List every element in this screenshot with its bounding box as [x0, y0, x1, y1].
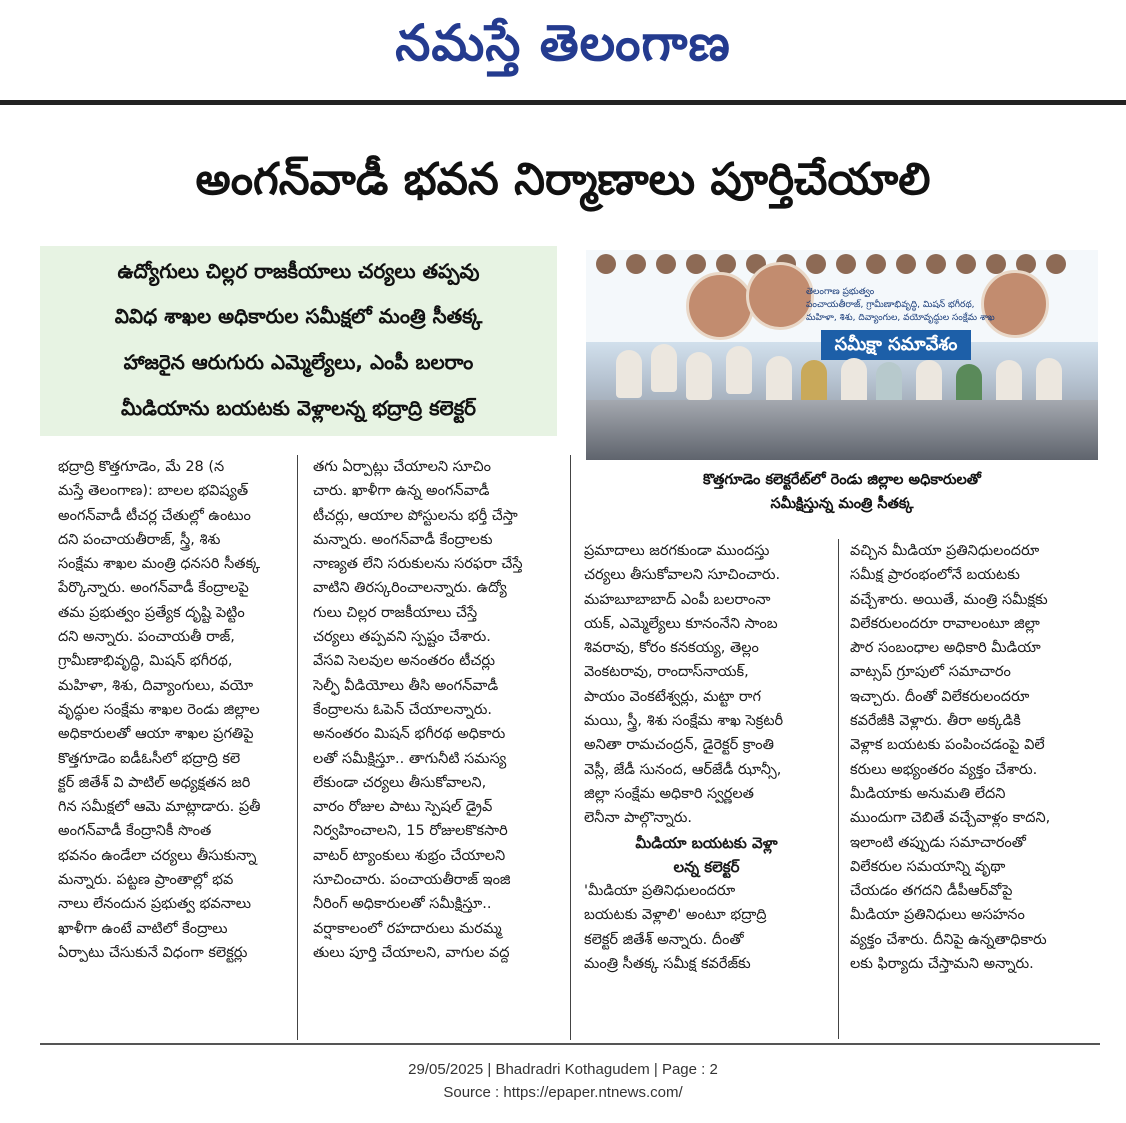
- article-column-2: తగు ఏర్పాట్లు చేయాలని సూచిం చారు. ఖాళీగా ఉన్న అంగన్‌వాడీ టీచర్లు, ఆయాల పోస్టులను భర్తీ చేస్తా మన్నారు. అంగన్‌వాడీ కేంద్రాలకు నాణ్యత లేని సరుకులను సరఫరా చేస్తే వాటిని తిరస్కరించాలన్నారు. ఉద్యో గులు చిల్లర రాజకీయాలు చేస్తే చర్యలు తప్పవని స్పష్టం చేశారు. వేసవి సెలవుల అనంతరం టీచర్లు సెల్ఫీ వీడియోలు తీసి అంగన్‌వాడీ కేంద్రాలను ఓపెన్ చేయాలన్నారు. అనంతరం మిషన్ భగీరథ అధికారు లతో సమీక్షిస్తూ.. తాగునీటి సమస్య లేకుండా చర్యలు తీసుకోవాలని, వారం రోజుల పాటు స్పెషల్ డ్రైవ్ నిర్వహించాలని, 15 రోజులకొకసారి వాటర్ ట్యాంకులు శుభ్రం చేయాలని సూచించారు. పంచాయతీరాజ్ ఇంజి నీరింగ్ అధికారులతో సమీక్షిస్తూ.. వర్షాకాలంలో రహదారులు మరమ్మ తులు పూర్తి చేయాలని, వాగుల వద్ద: [313, 459, 523, 961]
- masthead: [0, 0, 1126, 100]
- banner-portrait: [746, 262, 814, 330]
- subheading: మీడియా బయటకు వెళ్లా: [635, 833, 778, 852]
- photo-table: [586, 400, 1098, 460]
- deck-line: ఉద్యోగులు చిల్లర రాజకీయాలు చర్యలు తప్పవు: [117, 259, 480, 283]
- subheading: లన్న కలెక్టర్: [673, 857, 740, 876]
- news-photo: [586, 250, 1098, 460]
- article-column-4: వచ్చిన మీడియా ప్రతినిధులందరూ సమీక్ష ప్రారంభంలోనే బయటకు వచ్చేశారు. అయితే, మంత్రి సమీక్షకు విలేకరులందరూ రావాలంటూ జిల్లా పౌర సంబంధాల అధికారి మీడియా వాట్సప్ గ్రూపులో సమాచారం ఇచ్చారు. దీంతో విలేకరులందరూ కవరేజీకి వెళ్లారు. తీరా అక్కడికి వెళ్లాక బయటకు పంపించడంపై విలే కరులు అభ్యంతరం వ్యక్తం చేశారు. మీడియాకు అనుమతి లేదని ముందుగా చెబితే వచ్చేవాళ్లం కాదని, ఇలాంటి తప్పుడు సమాచారంతో విలేకరుల సమయాన్ని వృథా చేయడం తగదని డీపీఆర్‌వోపై మీడియా ప్రతినిధులు అసహనం వ్యక్తం చేశారు. దీనిపై ఉన్నతాధికారు లకు ఫిర్యాదు చేస్తామని అన్నారు.: [850, 543, 1051, 973]
- masthead-divider: [0, 100, 1126, 105]
- column-divider: [838, 539, 839, 1039]
- deck-line: వివిధ శాఖల అధికారుల సమీక్షలో మంత్రి సీతక్క: [114, 304, 483, 328]
- deck-box: [40, 246, 557, 436]
- footer-source-line: Source : https://epaper.ntnews.com/: [443, 1084, 683, 1101]
- column-divider: [297, 455, 298, 1040]
- article-column-3: ప్రమాదాలు జరగకుండా ముందస్తు చర్యలు తీసుకోవాలని సూచించారు. మహబూబాబాద్ ఎంపీ బలరాంనా యక్, ఎమ్మెల్యేలు కూనంనేని సాంబ శివరావు, కోరం కనకయ్య, తెల్లం వెంకటరావు, రాందాస్‌నాయక్, పాయం వెంకటేశ్వర్లు, మట్టా రాగ మయి, స్త్రీ, శిశు సంక్షేమ శాఖ సెక్రటరీ అనితా రామచంద్రన్, డైరెక్టర్ క్రాంతి వెస్లీ, జేడీ సునంద, ఆర్‌జేడీ ఝాన్సీ, జిల్లా సంక్షేమ అధికారి స్వర్ణలత లెనీనా పాల్గొన్నారు. మీడియా బయటకు వెళ్లా లన్న కలెక్టర్ 'మీడియా ప్రతినిధులందరూ బయటకు వెళ్లాలి' అంటూ భద్రాద్రి కలెక్టర్ జితేశ్ అన్నారు. దీంతో మంత్రి సీతక్క సమీక్ష కవరేజ్‌కు: [584, 539, 829, 976]
- article-column-1: భద్రాద్రి కొత్తగూడెం, మే 28 (న మస్తే తెలంగాణ): బాలల భవిష్యత్ అంగన్‌వాడీ టీచర్ల చేతుల్లో ఉంటుం దని పంచాయతీరాజ్, స్త్రీ, శిశు సంక్షేమ శాఖల మంత్రి ధనసరి సీతక్క పేర్కొన్నారు. అంగన్‌వాడీ కేంద్రాలపై తమ ప్రభుత్వం ప్రత్యేక దృష్టి పెట్టిం దని అన్నారు. పంచాయతీ రాజ్, గ్రామీణాభివృద్ధి, మిషన్ భగీరథ, మహిళా, శిశు, దివ్యాంగులు, వయో వృద్ధుల సంక్షేమ శాఖల రెండు జిల్లాల అధికారులతో ఆయా శాఖల ప్రగతిపై కొత్తగూడెం ఐడీఓసీలో భద్రాద్రి కలె క్టర్ జితేశ్ వి పాటిల్ అధ్యక్షతన జరి గిన సమీక్షలో ఆమె మాట్లాడారు. ప్రతీ అంగన్‌వాడీ కేంద్రానికీ సొంత భవనం ఉండేలా చర్యలు తీసుకున్నా మన్నారు. పట్టణ ప్రాంతాల్లో భవ నాలు లేనందున ప్రభుత్వ భవనాలు ఖాళీగా ఉంటే వాటిలో కేంద్రాలు ఏర్పాటు చేసుకునే విధంగా కలెక్టర్లు: [58, 459, 261, 961]
- banner-portrait: [686, 272, 754, 340]
- headline: అంగన్‌వాడీ భవన నిర్మాణాలు పూర్తిచేయాలి: [195, 154, 931, 205]
- photo-banner: [586, 250, 1098, 342]
- banner-event-title: సమీక్షా సమావేశం: [821, 330, 971, 360]
- masthead-logo: నమస్తే తెలంగాణ: [395, 13, 731, 72]
- banner-text: తెలంగాణ ప్రభుత్వం పంచాయతీరాజ్, గ్రామీణాభివృద్ధి, మిషన్ భగీరథ, మహిళా, శిశు, దివ్యాంగుల, వయోవృద్ధుల సంక్షేమ శాఖ: [806, 287, 995, 323]
- footer-date-line: 29/05/2025 | Bhadradri Kothagudem | Page : 2: [408, 1061, 718, 1078]
- deck-line: హాజరైన ఆరుగురు ఎమ్మెల్యేలు, ఎంపీ బలరాం: [123, 350, 474, 374]
- footer-divider: [40, 1043, 1100, 1045]
- photo-caption: కొత్తగూడెం కలెక్టరేట్‌లో రెండు జిల్లాల అధికారులతో సమీక్షిస్తున్న మంత్రి సీతక్క: [703, 472, 981, 512]
- deck-line: మీడియాను బయటకు వెళ్లాలన్న భద్రాద్రి కలెక్టర్: [121, 396, 476, 420]
- column-divider: [570, 455, 571, 1040]
